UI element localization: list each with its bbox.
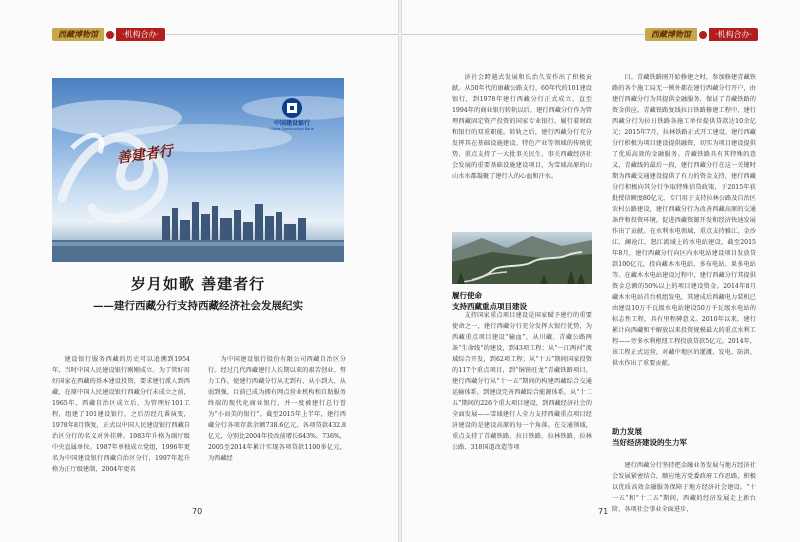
section-heading-development: 助力发展 当好经济建设的生力军 — [612, 427, 687, 447]
header-tag-right — [645, 28, 758, 41]
page-number-right: 71 — [598, 507, 609, 516]
page-number-left: 70 — [192, 507, 203, 516]
header-section: ·机构合办· — [116, 28, 165, 41]
header-rule-right — [402, 34, 666, 35]
article-subtitle: ——建行西藏分行支持西藏经济社会发展纪实 — [93, 300, 303, 312]
paragraph: 建行西藏分行坚持把金融业务发展与地方经济社会发展紧密结合，顺应地方党委政府工作思路，积极以优质高效金融服务保障于地方经济社会建设。“十一五”和“十二五”期间，西藏的经济发展走上新台阶，各项社会事业全面进步， — [612, 462, 756, 513]
calligraphy-text: 善建者行 — [116, 143, 174, 167]
header-brand: 西藏博物馆 — [52, 28, 104, 41]
section-heading-mission: 履行使命 支持西藏重点项目建设 — [452, 291, 527, 311]
header-dot-icon — [106, 31, 114, 39]
left-column-2 — [208, 354, 346, 490]
paragraph: 为中国建设银行股份有限公司西藏自治区分行。经过几代西藏建行人长期以来的艰苦创业、努力工作，使建行西藏分行从无到有、从小到大、从弱到强，目前已成为拥有网点营业机构和自助服务终端的现代化商业银行，并一度被建行总行誉为“小而美的银行”。截至2015年上半年，建行西藏分行各项存款余额738.6亿元，各项贷款432.8亿元，分别比2004年投改前增长643%、736%，2005至2014年累计实现各项贷款1100多亿元，为西藏经 — [208, 356, 346, 462]
bank-name-en: China Construction Bank — [270, 127, 314, 131]
paragraph: 济社会跨越式发展和长治久安作出了积极贡献。从50年代的康藏公路支行、60年代的101建设银行，到1978年建行西藏分行正式成立，直至1994年的商业银行转轨以后，建行西藏分行作为管理西藏固定资产投资的国家专业银行，履行着财政和银行的双重职能。转轨之后，建行西藏分行充分发挥其在基础设施建设、特色产业等领域的传统优势，重点支持了一大批事关民生、事关西藏经济社会发展的重要基础设施建设项目，为雪域高原的山山水水都凝聚了建行人的心血和汗水。 — [452, 74, 592, 180]
right-column-2 — [612, 72, 756, 378]
header-brand: 西藏博物馆 — [645, 28, 697, 41]
left-column-1 — [52, 354, 190, 490]
article-title: 岁月如歌 善建者行 — [130, 275, 266, 293]
header-dot-icon — [699, 31, 707, 39]
bank-logo — [257, 118, 327, 131]
right-column-1-bottom — [452, 310, 592, 532]
hero-image — [52, 78, 344, 262]
header-section: ·机构合办· — [709, 28, 758, 41]
mountain-road-photo — [452, 232, 592, 284]
header-tag-left — [52, 28, 165, 41]
paragraph: 支持国家重点项目建设是国家赋予建行的重要使命之一，建行西藏分行充分发挥大银行优势，为西藏重点项目建设“输血”，从川藏、青藏公路两条“生命线”的建设，到43项工程；从“一江两河”流域综合开发，到62项工程；从“十五”期间国家投资的117个重点项目，到“铜铁旺龙”青藏铁路项目，建行西藏分行从“十一五”期间的构建西藏综合交通运输体系，到建设完善西藏综合能源体系，从“十二五”期间的226个重大项目建设，到西藏经济社会的全面发展——雪域建行人全力支持西藏重点项目经济建设的是建设高原的每一个角落。在交通领域，重点支持了青藏铁路、拉日铁路、拉林铁路、拉林公路、318国道改造等项 — [452, 312, 592, 451]
right-column-1-top — [452, 72, 592, 232]
right-column-2-bottom — [612, 460, 756, 520]
bank-name: 中国建设银行 — [273, 120, 310, 127]
paragraph: 建设银行服务西藏的历史可以追溯到1954年，当时中国人民建设银行刚刚成立。为了管好用好国家在西藏的基本建设投资，要求建行派人到西藏，在原中国人民建设银行西藏分行未成立之前，1965年，西藏自治区成立后，为管理好101工程，组建了101建设银行，之后历经几番演变，1978年8月恢复，正式以中国人民建设银行西藏自治区分行的名义对外挂牌。1983年升格为副厅级中央直属单位。1987年单独成立党组，1996年更名为中国建设银行西藏自治区分行，1997年起升格为正厅级建制，2004年更名 — [52, 356, 190, 473]
photo-scene — [452, 232, 592, 284]
paragraph: 目。青藏铁路刚开始修建之时，参加修建青藏铁路的各个施工局无一例外都在建行西藏分行开户，由建行西藏分行为其提供金融服务，保证了青藏铁路的资金供应。青藏铁路复线拉日铁路修建工程中，建行西藏分行为拉日铁路各施工单位提供贷款达10余亿元；2015年7月，拉林铁路正式开工建设，建行西藏分行积极为项目建设提供融资，切实为项目建设提供了优质高效的金融服务。青藏铁路具有其特殊的意义，青藏线的最后一段，建行西藏分行在这一关键时期为西藏交通建设提供了有力的资金支持，建行西藏分行积极向其分行争取特殊信贷政策，于2015年获批授信额度80亿元，专门用于支持拉林公路及自治区农村公路建设，建行西藏分行为改善西藏高原的交通条件和投资环境，促进西藏资源开发和经济快速发展作出了贡献。在水利水电领域，重点支持雅江、金沙江、澜沧江、怒江流域上的水电站建设，截至2015年8月，建行西藏分行向区内水电站建设项目发放贷款100亿元，投向藏木水电站、多布电站、果多电站等。在藏木水电站建设过程中，建行西藏分行其提供资金总额的50%以上的项目建设资金。2014年8月藏木水电站首台机组发电，其建成后西藏电力装机已由建设10万千瓦级水电站建设50万千瓦级水电站的标志性工程，具有里程碑意义。2010年以来，建行累计向西藏和平解放以来投资规模最大的重点水利工程——旁多水利枢纽工程投放贷款5亿元。2014年，该工程正式运营，对藏中地区的灌溉、发电、防洪、供水作出了重要贡献。 — [612, 74, 756, 367]
hero-scene — [52, 78, 344, 262]
